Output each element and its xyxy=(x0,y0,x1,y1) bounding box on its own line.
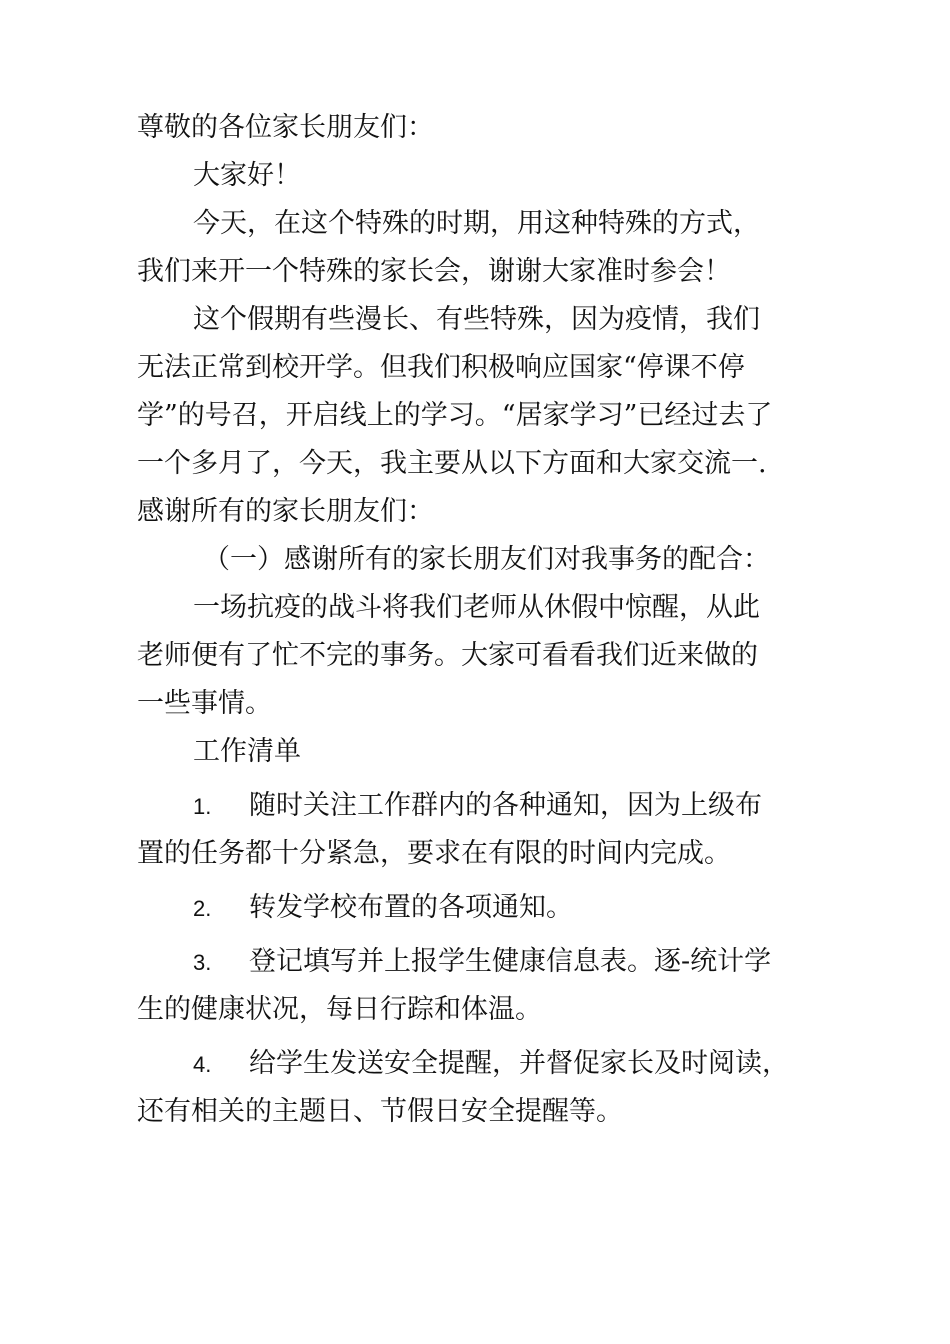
list-item xyxy=(137,782,827,830)
paragraph-line: 无法正常到校开学。但我们积极响应国家“停课不停 xyxy=(137,352,745,383)
paragraph-line: 老师便有了忙不完的事务。大家可看看我们近来做的 xyxy=(137,640,758,671)
paragraph-line: 我们来开一个特殊的家长会，谢谢大家准时参会！ xyxy=(137,256,731,287)
paragraph-line: 今天，在这个特殊的时期，用这种特殊的方式， xyxy=(193,208,760,239)
list-item-text: 登记填写并上报学生健康信息表。逐-统计学 xyxy=(249,946,772,977)
list-item-continuation: 置的任务都十分紧急，要求在有限的时间内完成。 xyxy=(137,838,731,869)
list-item-text: 随时关注工作群内的各种通知，因为上级布 xyxy=(249,790,762,821)
paragraph-line: 学”的号召，开启线上的学习。“居家学习”已经过去了 xyxy=(137,400,773,431)
paragraph-line: 一场抗疫的战斗将我们老师从休假中惊醒，从此 xyxy=(193,592,760,623)
section-heading: （一）感谢所有的家长朋友们对我事务的配合： xyxy=(203,544,770,575)
salutation: 尊敬的各位家长朋友们： xyxy=(137,112,434,143)
list-item-text: 转发学校布置的各项通知。 xyxy=(249,892,573,923)
list-item-number: 1. xyxy=(193,794,212,819)
list-item xyxy=(137,884,827,932)
document-body xyxy=(137,104,827,1136)
paragraph-line: 感谢所有的家长朋友们： xyxy=(137,496,434,527)
list-item-continuation: 还有相关的主题日、节假日安全提醒等。 xyxy=(137,1096,623,1127)
list-title: 工作清单 xyxy=(193,736,301,767)
list-item-number: 4. xyxy=(193,1052,212,1077)
list-item xyxy=(137,938,827,986)
paragraph-line: 一个多月了，今天，我主要从以下方面和大家交流一. xyxy=(137,448,767,479)
greeting: 大家好！ xyxy=(193,160,301,191)
list-item xyxy=(137,1040,827,1088)
paragraph-line: 一些事情。 xyxy=(137,688,272,719)
paragraph-line: 这个假期有些漫长、有些特殊，因为疫情，我们 xyxy=(193,304,760,335)
list-item-number: 3. xyxy=(193,950,212,975)
list-item-number: 2. xyxy=(193,896,212,921)
list-item-continuation: 生的健康状况，每日行踪和体温。 xyxy=(137,994,542,1025)
list-item-text: 给学生发送安全提醒，并督促家长及时阅读， xyxy=(249,1048,789,1079)
